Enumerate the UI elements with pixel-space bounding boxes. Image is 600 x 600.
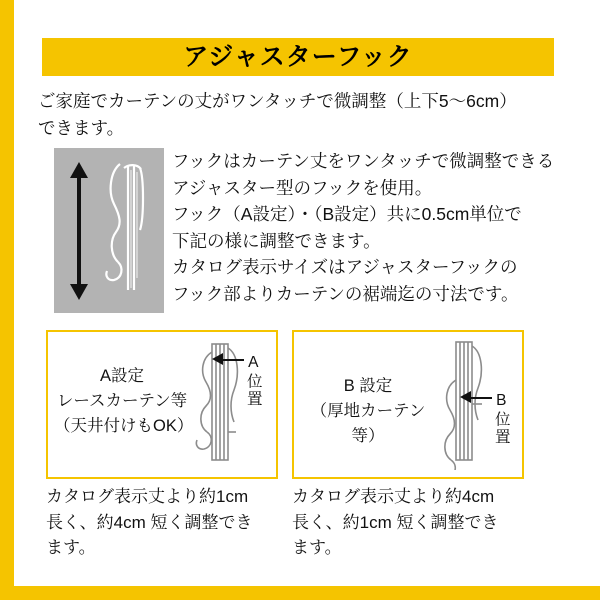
page-title: アジャスターフック [183,42,413,71]
position-label-a [244,354,261,408]
position-label-b-text: B位置 [492,392,510,446]
setting-a-label-line1: A設定 [99,367,144,385]
caption-b-line1: カタログ表示丈より約4cm [292,487,495,506]
description-line-1: フックはカーテン丈をワンタッチで微調整できる [172,151,555,171]
description-line-3: フック（A設定）・（B設定）共に0.5cm単位で [172,204,522,225]
setting-b-label-line2: （厚地カーテン等） [310,401,426,445]
intro-paragraph [38,88,568,142]
pointer-line-a [222,359,244,361]
description-line-6: フック部よりカーテンの裾端迄の寸法です。 [172,283,519,304]
caption-a-line1: カタログ表示丈より約1cm [46,487,249,506]
setting-a-label [54,364,194,438]
caption-a [46,484,286,561]
setting-box-b [292,330,524,479]
caption-a-line3: ます。 [46,538,96,557]
caption-b [292,484,532,561]
setting-b-label-line1: B 設定 [343,377,393,395]
frame-accent-left [0,0,14,600]
up-down-arrow-icon [70,162,88,300]
setting-box-a [46,330,278,479]
pointer-line-b [470,397,492,399]
pointer-arrow-b [460,391,471,403]
description-line-2: アジャスター型のフックを使用。 [172,177,433,198]
hook-illustration-icon [98,158,154,306]
position-label-a-text: A位置 [244,354,262,408]
adjuster-hook-photo [54,148,164,313]
position-label-b [492,392,509,446]
caption-b-line3: ます。 [292,538,342,557]
intro-line-2: できます。 [38,118,125,139]
description-block [172,148,572,308]
caption-b-line2: 長く、約1cm 短く調整でき [292,512,499,532]
pointer-arrow-a [212,353,223,365]
frame-accent-bottom [0,586,600,600]
title-banner [42,38,554,76]
description-line-4: 下記の様に調整できます。 [172,230,381,251]
setting-a-label-line2: レースカーテン等 [56,391,188,410]
setting-a-label-line3: （天井付けもOK） [54,416,194,435]
intro-line-1: ご家庭でカーテンの丈がワンタッチで微調整（上下5〜6cm） [38,91,517,111]
caption-a-line2: 長く、約4cm 短く調整でき [46,512,253,532]
setting-b-label [302,374,434,448]
description-line-5: カタログ表示サイズはアジャスターフックの [172,257,518,278]
